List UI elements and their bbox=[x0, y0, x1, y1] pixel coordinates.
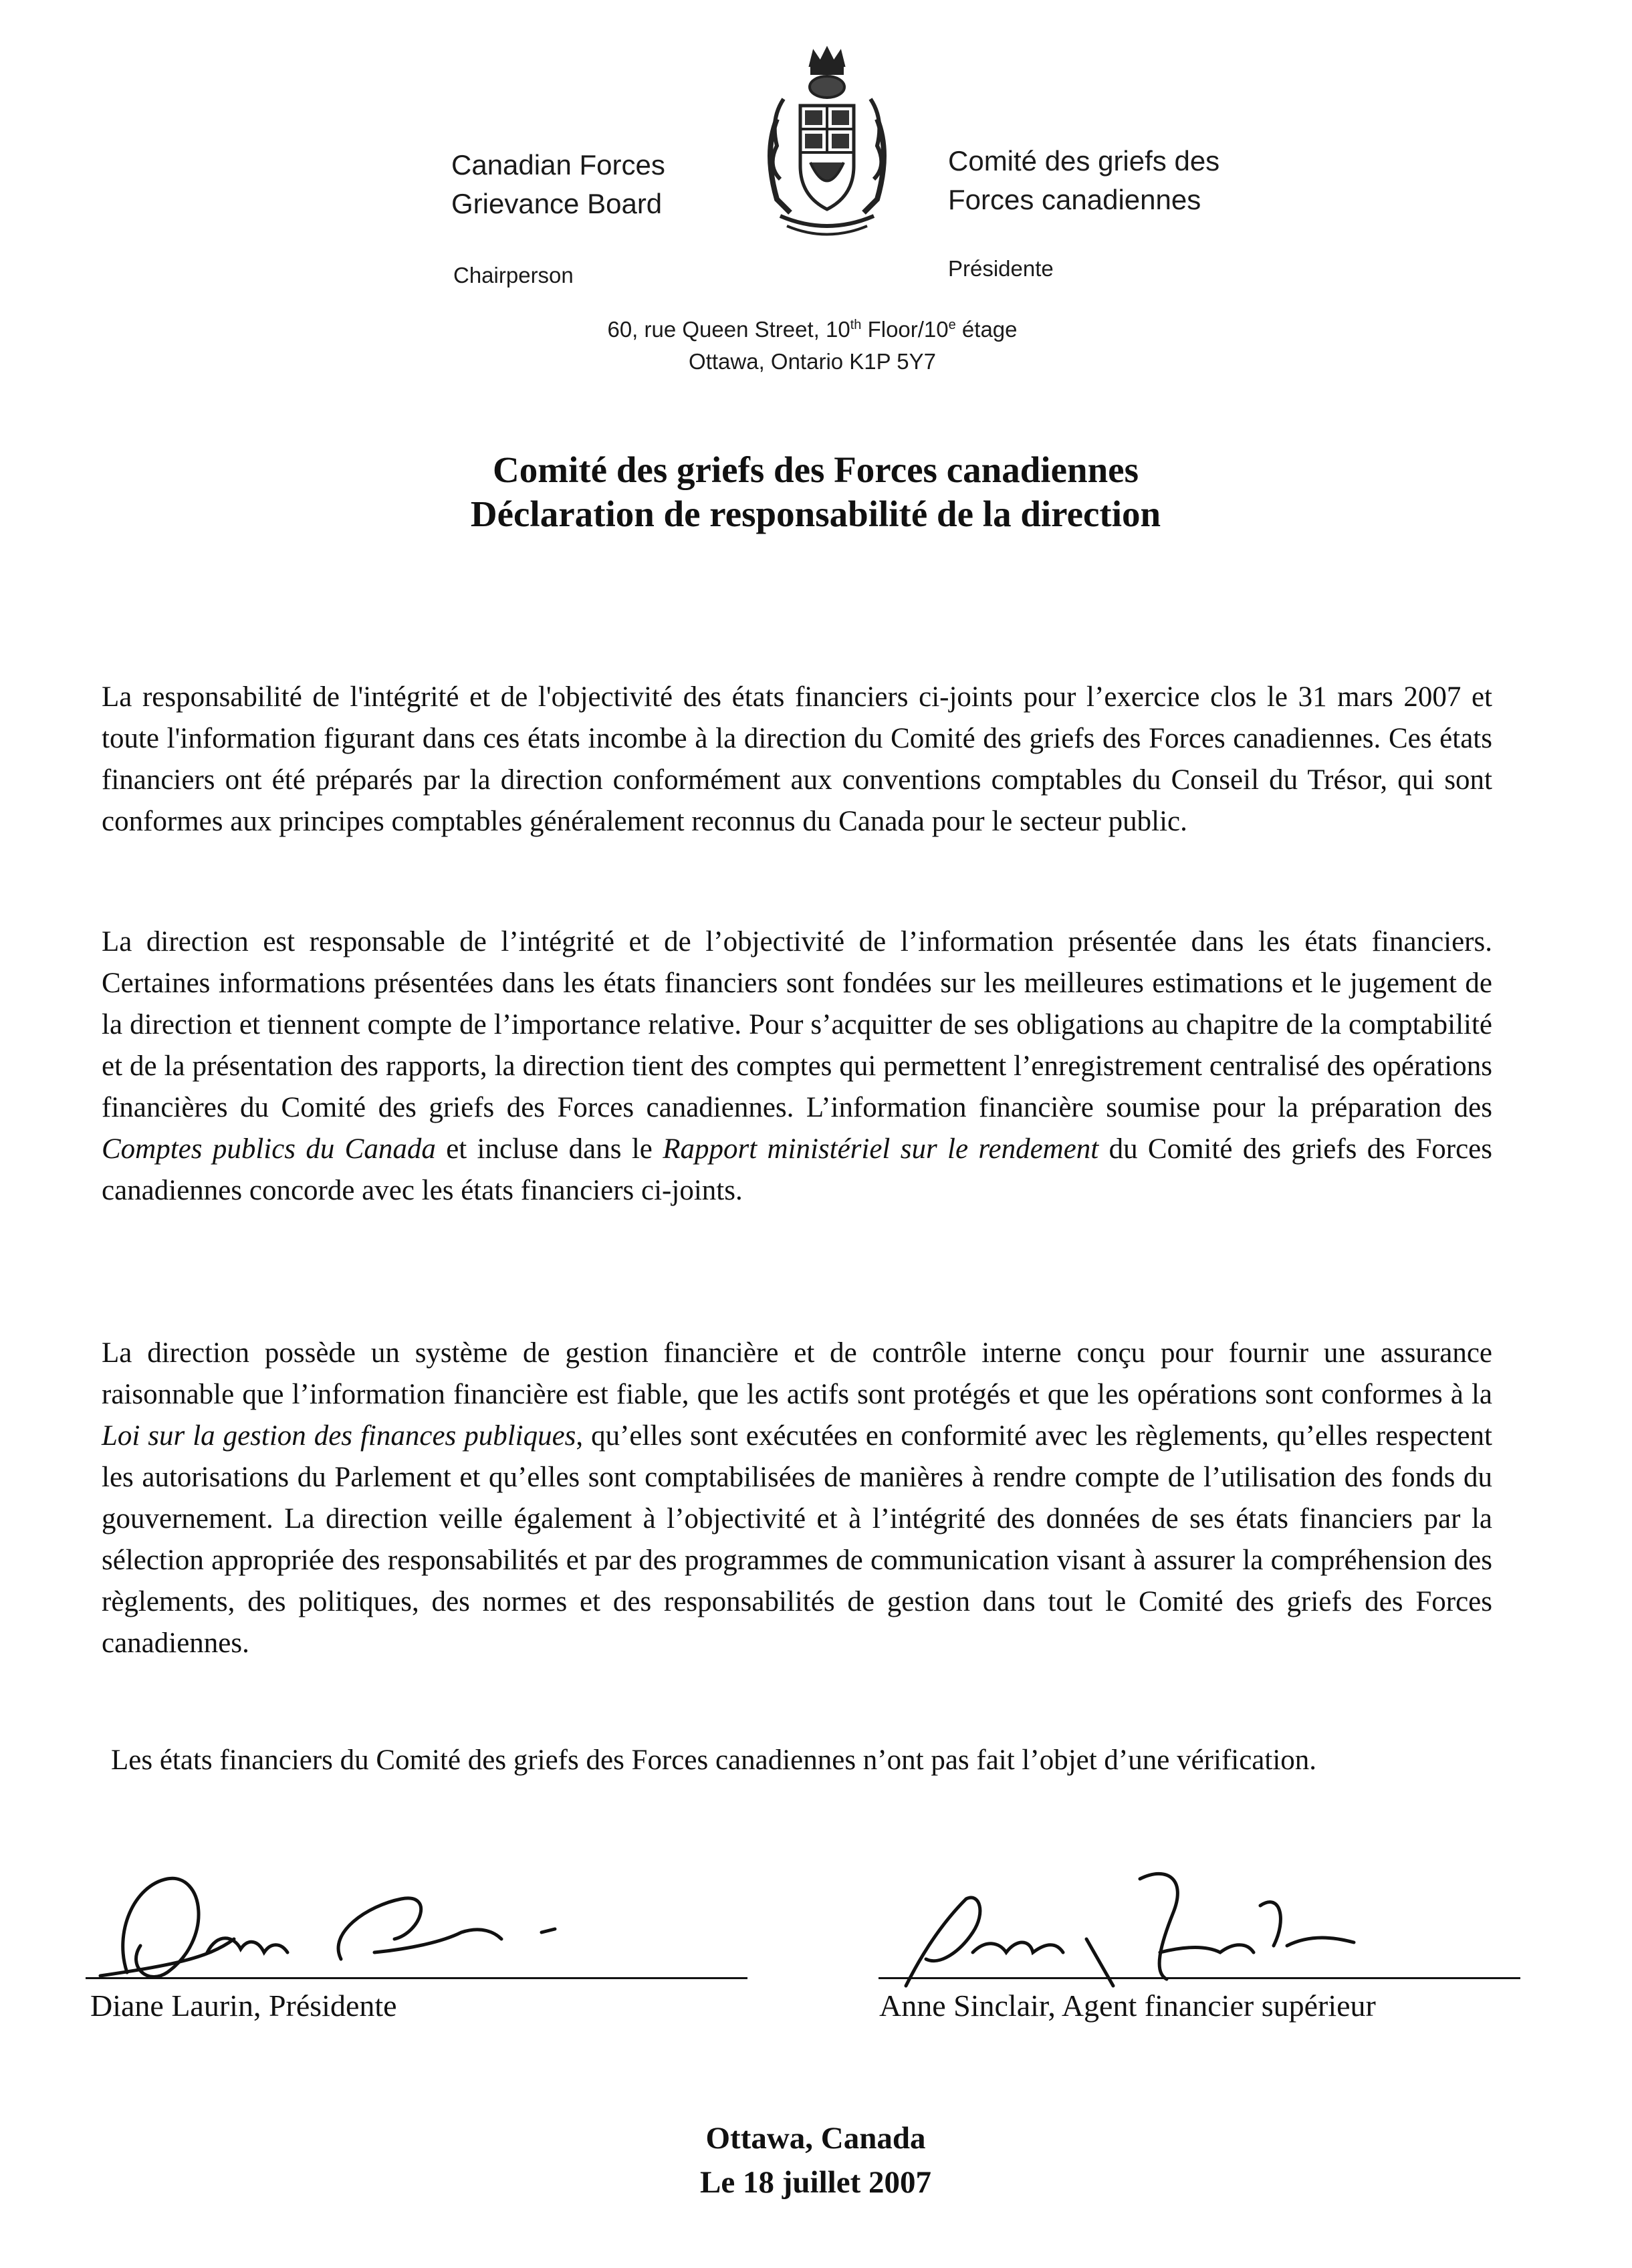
place-city: Ottawa, Canada bbox=[705, 2121, 926, 2156]
paragraph-2 bbox=[102, 921, 1492, 1212]
org-name-english-line2: Grievance Board bbox=[451, 188, 663, 219]
org-name-french bbox=[948, 142, 1219, 219]
paragraph-3 bbox=[102, 1333, 1492, 1664]
org-name-french-line2: Forces canadiennes bbox=[948, 184, 1201, 215]
document-title-line1: Comité des griefs des Forces canadiennes bbox=[493, 449, 1139, 490]
paragraph-3-text-a: La direction possède un système de gestion financière et de contrôle interne conçu pour fournir une assurance raisonnable que l’information financière est fiable, que les actifs sont protégés et que les opérations sont conformes à la bbox=[102, 1337, 1492, 1410]
paragraph-3-text-b: , qu’elles sont exécutées en conformité avec les règlements, qu’elles respectent les autorisations du Parlement et qu’elles sont comptabilisées de manières à rendre compte de l’utilisation des fonds du gouvernement. La direction veille également à l’objectivité et à l’intégrité des données de ses états financiers par la sélection appropriée des responsabilités et par des programmes de communication visant à assurer la compréhension des règlements, des politiques, des normes et des responsabilités de gestion dans tout le Comité des griefs des Forces canadiennes. bbox=[102, 1420, 1492, 1659]
address-floor-suffix-en: th bbox=[850, 318, 862, 332]
address bbox=[468, 309, 1157, 378]
address-floor: Floor/10 bbox=[861, 317, 949, 342]
paragraph-2-italic-comptes-publics: Comptes publics du Canada bbox=[102, 1133, 436, 1165]
paragraph-1: La responsabilité de l'intégrité et de l'objectivité des états financiers ci-joints pour l’exercice clos le 31 mars 2007 et toute l'information figurant dans ces états incombe à la direction du Comité des griefs des Forces canadiennes. Ces états financiers ont été préparés par la direction conformément aux conventions comptables du Conseil du Trésor, qui sont conformes aux principes comptables généralement reconnus du Canada pour le secteur public. bbox=[102, 681, 1492, 837]
address-street: 60, rue Queen Street, 10 bbox=[607, 317, 850, 342]
signature-diane-laurin bbox=[87, 1859, 595, 1986]
address-line1 bbox=[468, 309, 1157, 346]
org-name-french-line1: Comité des griefs des bbox=[948, 145, 1220, 177]
signatory-right-name: Anne Sinclair, Agent financier supérieur bbox=[879, 1989, 1376, 2023]
paragraph-2-text-c: du Comité des griefs des Forces canadiennes concorde avec les états financiers ci-joints. bbox=[102, 1133, 1492, 1206]
document-title-line2: Déclaration de responsabilité de la direction bbox=[470, 493, 1161, 534]
place-and-date bbox=[468, 2116, 1163, 2204]
paragraph-4: Les états financiers du Comité des griefs des Forces canadiennes n’ont pas fait l’objet d’une vérification. bbox=[111, 1744, 1317, 1776]
role-french: Présidente bbox=[948, 256, 1054, 281]
address-line2: Ottawa, Ontario K1P 5Y7 bbox=[689, 349, 936, 374]
coat-of-arms-icon bbox=[757, 45, 897, 239]
document-title bbox=[201, 448, 1431, 536]
place-date: Le 18 juillet 2007 bbox=[700, 2165, 931, 2200]
paragraph-2-text-a: La direction est responsable de l’intégrité et de l’objectivité de l’information présentée dans les états financiers. Certaines informations présentées dans les états financiers sont fondées sur les meilleures estimations et le jugement de la direction et tiennent compte de l’importance relative. Pour s’acquitter de ses obligations au chapitre de la comptabilité et de la présentation des rapports, la direction tient des comptes qui permettent l’enregistrement centralisé des opérations financières du Comité des griefs des Forces canadiennes. L’information financière soumise pour la préparation des bbox=[102, 926, 1492, 1123]
org-name-english bbox=[451, 146, 665, 223]
signature-line-right bbox=[879, 1977, 1520, 1979]
signatory-left-name: Diane Laurin, Présidente bbox=[90, 1989, 397, 2023]
paragraph-3-italic-loi: Loi sur la gestion des finances publiques bbox=[102, 1420, 576, 1452]
role-english: Chairperson bbox=[453, 263, 574, 288]
paragraph-2-text-b: et incluse dans le bbox=[435, 1133, 663, 1165]
signature-anne-sinclair bbox=[886, 1852, 1421, 1993]
paragraph-2-italic-rapport: Rapport ministériel sur le rendement bbox=[663, 1133, 1099, 1165]
signature-line-left bbox=[86, 1977, 747, 1979]
address-floor-suffix-fr: e bbox=[948, 318, 956, 332]
address-etage: étage bbox=[955, 317, 1018, 342]
org-name-english-line1: Canadian Forces bbox=[451, 149, 665, 181]
